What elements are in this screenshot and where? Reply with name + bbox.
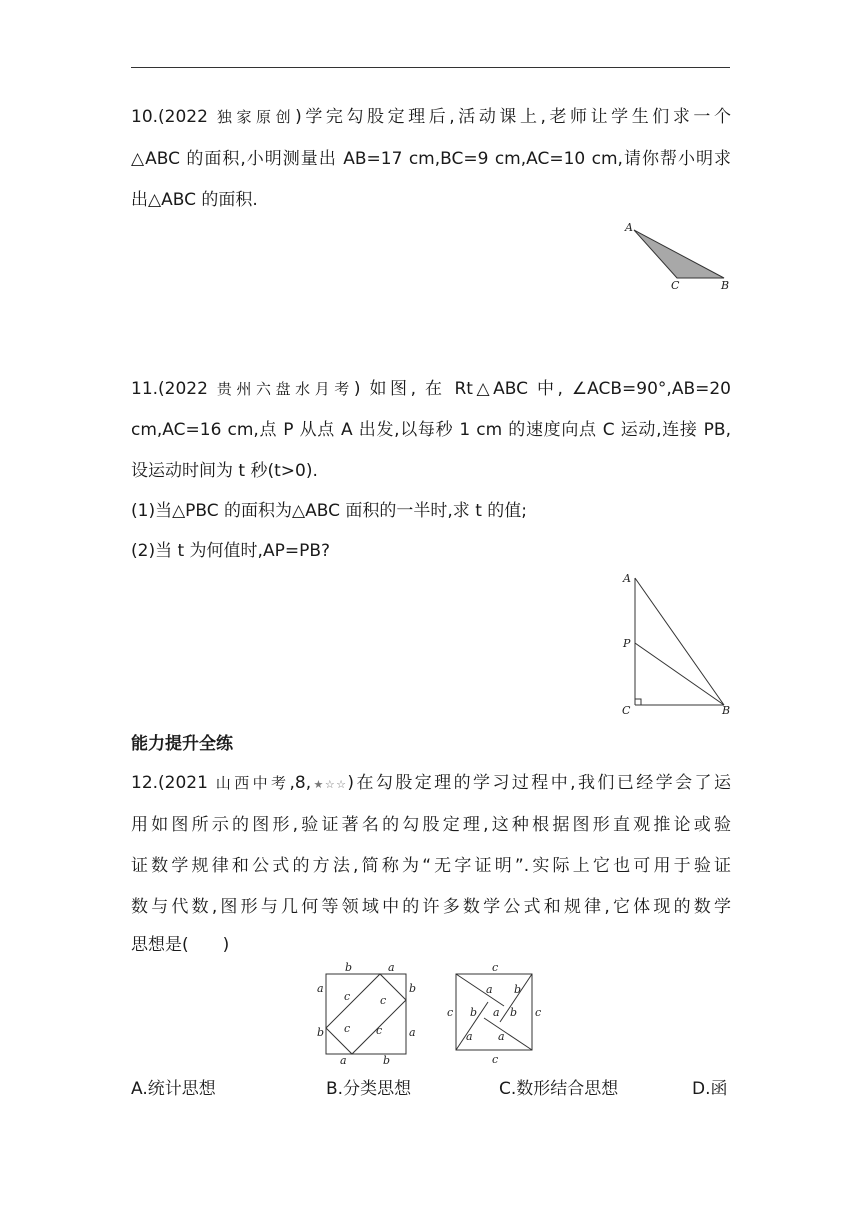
fig2-in-b-1: b <box>514 983 522 996</box>
q11-part-1: (1)当△PBC 的面积为△ABC 面积的一半时,求 t 的值; <box>131 501 527 521</box>
fig2-top-c: c <box>492 962 499 974</box>
option-d: D.函 <box>692 1079 728 1099</box>
fig2-in-b-3: b <box>510 1006 518 1019</box>
q10-label-c: C <box>671 279 680 292</box>
q12-line-3: 证数学规律和公式的方法,简称为“无字证明”.实际上它也可用于验证 <box>131 856 731 876</box>
difficulty-stars-icon: ★☆☆ <box>311 778 348 791</box>
fig1-c-1: c <box>344 990 351 1003</box>
q11-source: 贵州六盘水月考 <box>216 380 354 398</box>
fig1-c-2: c <box>380 994 387 1007</box>
fig1-c-4: c <box>376 1024 383 1037</box>
fig2-in-a-3: a <box>466 1030 473 1043</box>
q10-source: 独家原创 <box>216 108 296 126</box>
q11-right-triangle-figure <box>618 568 740 720</box>
q12-figure-2 <box>444 962 546 1068</box>
fig2-bottom-c: c <box>492 1053 499 1066</box>
option-b: B.分类思想 <box>326 1079 412 1099</box>
q12-line-4: 数与代数,图形与几何等领域中的许多数学公式和规律,它体现的数学 <box>131 897 731 917</box>
option-c: C.数形结合思想 <box>499 1079 619 1099</box>
q12-figure-1 <box>312 962 422 1068</box>
q11-line-1: 11.(2022 贵州六盘水月考) 如图, 在 Rt△ABC 中, ∠ACB=90°,AB=20 <box>131 379 731 399</box>
fig2-right-c: c <box>535 1006 542 1019</box>
fig1-left-b: b <box>317 1026 325 1039</box>
q11-part-2: (2)当 t 为何值时,AP=PB? <box>131 541 331 561</box>
q12-source: 山西中考 <box>215 774 290 792</box>
fig2-in-a-1: a <box>486 983 493 996</box>
q10-line-1: 10.(2022 独家原创)学完勾股定理后,活动课上,老师让学生们求一个 <box>131 107 731 127</box>
fig2-in-b-2: b <box>470 1006 478 1019</box>
fig1-bottom-a: a <box>340 1054 347 1067</box>
fig1-right-a: a <box>409 1026 416 1039</box>
fig2-left-c: c <box>447 1006 454 1019</box>
section-heading: 能力提升全练 <box>131 734 233 754</box>
fig2-in-a-2: a <box>493 1006 500 1019</box>
q12-line-2: 用如图所示的图形,验证著名的勾股定理,这种根据图形直观推论或验 <box>131 815 731 835</box>
fig1-top-b: b <box>345 962 353 974</box>
fig2-in-a-4: a <box>498 1030 505 1043</box>
q10-triangle-figure <box>620 218 740 294</box>
q12-line-1: 12.(2021 山西中考,8,★☆☆)在勾股定理的学习过程中,我们已经学会了运 <box>131 773 731 793</box>
fig1-left-a: a <box>317 982 324 995</box>
q11-label-b: B <box>722 704 731 717</box>
q10-label-a: A <box>625 221 633 234</box>
fig1-c-3: c <box>344 1022 351 1035</box>
fig1-top-a: a <box>388 962 395 974</box>
q11-line-3: 设运动时间为 t 秒(t>0). <box>131 461 318 481</box>
fig1-bottom-b: b <box>383 1054 391 1067</box>
q11-label-c: C <box>622 704 631 717</box>
header-rule <box>131 67 730 68</box>
q10-line-3: 出△ABC 的面积. <box>131 190 258 210</box>
q11-label-p: P <box>623 637 631 650</box>
q10-line-2: △ABC 的面积,小明测量出 AB=17 cm,BC=9 cm,AC=10 cm,请你帮小明求 <box>131 149 731 169</box>
q11-line-2: cm,AC=16 cm,点 P 从点 A 出发,以每秒 1 cm 的速度向点 C 运动,连接 PB, <box>131 420 731 440</box>
q12-line-5: 思想是( ) <box>131 935 230 955</box>
option-a: A.统计思想 <box>131 1079 216 1099</box>
fig1-right-b: b <box>409 982 417 995</box>
right-angle-mark <box>635 699 641 705</box>
q11-label-a: A <box>623 572 631 585</box>
q10-label-b: B <box>721 279 730 292</box>
